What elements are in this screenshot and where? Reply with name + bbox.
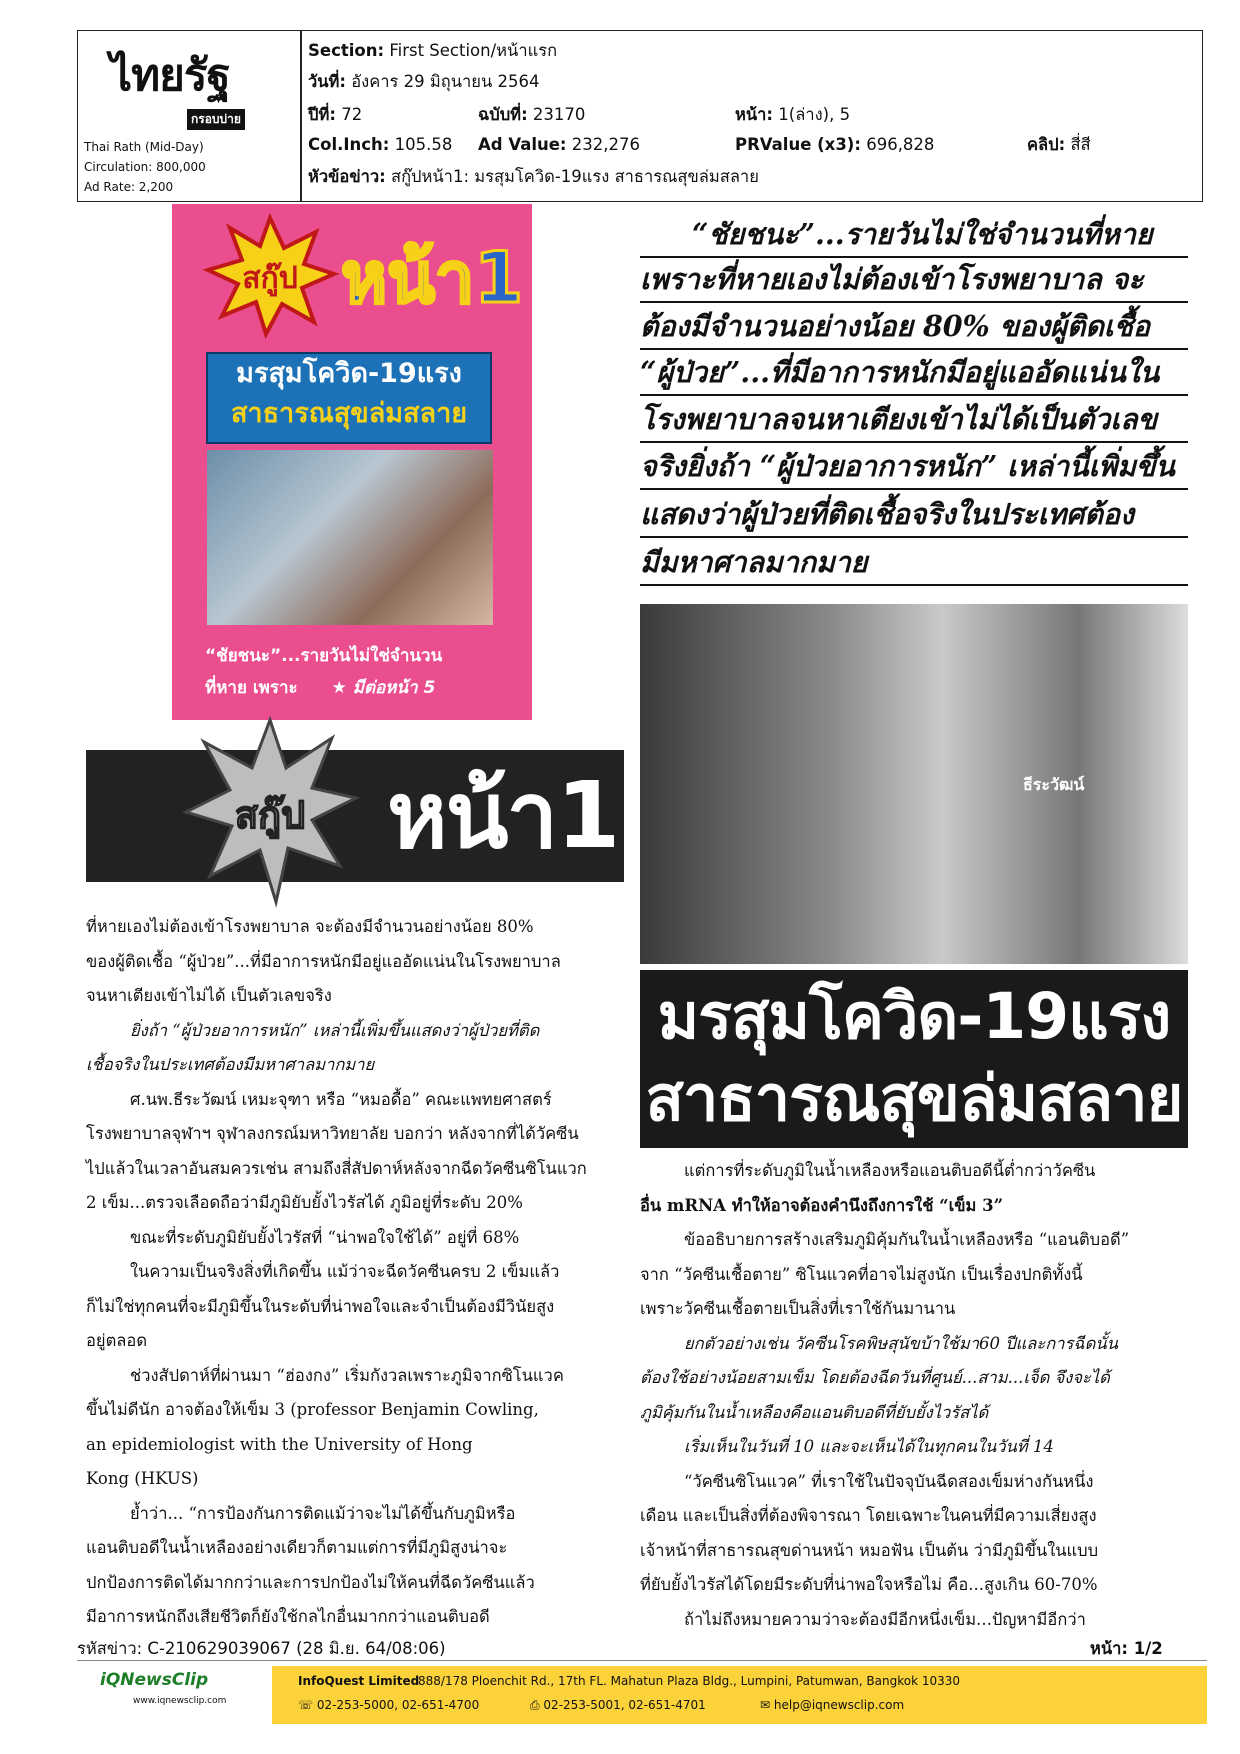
news-id: รหัสข่าว: C-210629039067 (28 มิ.ย. 64/08:06) bbox=[77, 1639, 446, 1658]
body-line: ขึ้นไม่ดีนัก อาจต้องให้เข็ม 3 (professor Benjamin Cowling, bbox=[86, 1400, 539, 1419]
advalue-field: Ad Value: 232,276 bbox=[478, 135, 641, 154]
photo-caption: ธีระวัฒน์ bbox=[1023, 775, 1085, 794]
body-line: ย้ำว่า... “การป้องกันการติดแม้ว่าจะไม่ได้ขึ้นกับภูมิหรือ bbox=[130, 1503, 516, 1523]
body-line: แต่การที่ระดับภูมิในน้ำเหลืองหรือแอนติบอดีนี้ต่ำกว่าวัคซีน bbox=[684, 1161, 1096, 1180]
body-line: “วัคซีนซิโนแวค” ที่เราใช้ในปัจจุบันฉีดสองเข็มห่างกันหนึ่ง bbox=[684, 1471, 1094, 1491]
body-line: ยกตัวอย่างเช่น วัคซีนโรคพิษสุนัขบ้าใช้มา60 ปีและการฉีดนั้น bbox=[684, 1333, 1118, 1353]
deck-underline bbox=[640, 584, 1188, 586]
body-line: จนหาเตียงเข้าไม่ได้ เป็นตัวเลขจริง bbox=[86, 986, 332, 1005]
right-body-column bbox=[640, 1154, 1129, 1637]
body-line: จาก “วัคซีนเชื้อตาย” ซิโนแวคที่อาจไม่สูงนัก เป็นเรื่องปกติทั้งนี้ bbox=[640, 1264, 1083, 1284]
company-address: 888/178 Ploenchit Rd., 17th FL. Mahatun Plaza Bldg., Lumpini, Patumwan, Bangkok 10330 bbox=[418, 1674, 961, 1688]
email-field: ✉ help@iqnewsclip.com bbox=[760, 1698, 905, 1712]
colinch-field: Col.Inch: 105.58 bbox=[308, 135, 453, 154]
issue-field: ฉบับที่: 23170 bbox=[478, 105, 586, 124]
headline-line1: มรสุมโควิด-19แรง bbox=[657, 980, 1171, 1053]
body-line: เจ้าหน้าที่สาธารณสุขด่านหน้า หมอฟัน เป็นต้น ว่ามีภูมิขึ้นในแบบ bbox=[640, 1540, 1099, 1560]
subject-field: หัวข้อข่าว: สกู๊ปหน้า1: มรสุมโควิด-19แรง สาธารณสุขล่มสลาย bbox=[308, 167, 759, 186]
deck-underline bbox=[640, 394, 1188, 396]
teaser-title-line2: สาธารณสุขล่มสลาย bbox=[230, 398, 468, 429]
headline-line2: สาธารณสุขล่มสลาย bbox=[645, 1062, 1183, 1135]
body-line: เชื้อจริงในประเทศต้องมีมหาศาลมากมาย bbox=[86, 1055, 375, 1074]
body-line: ที่หายเองไม่ต้องเข้าโรงพยาบาล จะต้องมีจำนวนอย่างน้อย 80% bbox=[86, 917, 534, 936]
footer-rule bbox=[77, 1660, 1207, 1661]
deck-underline bbox=[640, 256, 1188, 258]
body-line: ขณะที่ระดับภูมิยับยั้งไวรัสที่ “น่าพอใจใช้ได้” อยู่ที่ 68% bbox=[130, 1227, 520, 1247]
teaser-title-art bbox=[200, 210, 524, 340]
body-line: ของผู้ติดเชื้อ “ผู้ป่วย”...ที่มีอาการหนักมีอยู่แออัดแน่นในโรงพยาบาล bbox=[86, 951, 561, 971]
teaser-brand-big: หน้า1 bbox=[340, 237, 524, 319]
year-field: ปีที่: 72 bbox=[308, 105, 363, 124]
teaser-brand-small: สกู๊ป bbox=[242, 261, 298, 296]
body-line: ปกป้องการติดได้มากกว่าและการปกป้องไม่ให้คนที่ฉีดวัคซีนแล้ว bbox=[86, 1572, 535, 1592]
phone-icon: ☏ bbox=[298, 1698, 317, 1712]
body-line: มีอาการหนักถึงเสียชีวิตก็ยังใช้กลไกอื่นมากกว่าแอนติบอดี bbox=[86, 1607, 490, 1626]
body-line: โรงพยาบาลจุฬาฯ จุฬาลงกรณ์มหาวิทยาลัย บอกว่า หลังจากที่ได้วัคซีน bbox=[86, 1124, 579, 1143]
deck-line: โรงพยาบาลจนหาเตียงเข้าไม่ได้เป็นตัวเลข bbox=[640, 402, 1158, 436]
body-line: ศ.นพ.ธีระวัฒน์ เหมะจุฑา หรือ “หมอดื้อ” คณะแพทยศาสตร์ bbox=[130, 1089, 552, 1109]
teaser-title-line1: มรสุมโควิด-19แรง bbox=[236, 358, 462, 389]
edition-label: กรอบบ่าย bbox=[187, 109, 245, 130]
body-line: 2 เข็ม...ตรวจเลือดถือว่ามีภูมิยับยั้งไวรัสได้ ภูมิอยู่ที่ระดับ 20% bbox=[86, 1193, 523, 1212]
page-field: หน้า: 1(ล่าง), 5 bbox=[735, 105, 851, 124]
email-icon: ✉ bbox=[760, 1698, 774, 1712]
body-line: ภูมิคุ้มกันในน้ำเหลืองคือแอนติบอดีที่ยับยั้งไวรัสได้ bbox=[640, 1402, 989, 1422]
banner-big-text: หน้า1 bbox=[387, 762, 619, 869]
body-line: ยิ่งถ้า “ผู้ป่วยอาการหนัก” เหล่านี้เพิ่มขึ้นแสดงว่าผู้ป่วยที่ติด bbox=[130, 1020, 540, 1040]
body-line: ที่ยับยั้งไวรัสได้โดยมีระดับที่น่าพอใจหรือไม่ คือ...สูงเกิน 60-70% bbox=[640, 1575, 1098, 1594]
body-line: ข้ออธิบายการสร้างเสริมภูมิคุ้มกันในน้ำเหลืองหรือ “แอนติบอดี” bbox=[684, 1230, 1130, 1249]
deck-line: จริงยิ่งถ้า “ผู้ป่วยอาการหนัก” เหล่านี้เพิ่มขึ้น bbox=[640, 449, 1175, 483]
deck-underline bbox=[640, 536, 1188, 538]
deck-underline bbox=[640, 488, 1188, 490]
body-line: ในความเป็นจริงสิ่งที่เกิดขึ้น แม้ว่าจะฉีดวัคซีนครบ 2 เข็มแล้ว bbox=[130, 1262, 560, 1281]
body-line: เริ่มเห็นในวันที่ 10 และจะเห็นได้ในทุกคนในวันที่ 14 bbox=[684, 1437, 1054, 1456]
body-line: อื่น mRNA ทำให้อาจต้องคำนึงถึงการใช้ “เข็ม 3” bbox=[640, 1195, 1004, 1215]
body-line: an epidemiologist with the University of Hong bbox=[86, 1434, 473, 1454]
body-line: เพราะวัคซีนเชื้อตายเป็นสิ่งที่เราใช้กันมานาน bbox=[640, 1299, 956, 1318]
clip-field: คลิป: สี่สี bbox=[1027, 135, 1091, 154]
company-name: InfoQuest Limited bbox=[298, 1674, 420, 1688]
ad-rate: Ad Rate: 2,200 bbox=[84, 180, 174, 194]
header-divider bbox=[300, 30, 302, 202]
teaser-text-line2: ที่หาย เพราะ bbox=[205, 678, 298, 698]
brand-logo: iQNewsClip bbox=[100, 1670, 209, 1690]
banner-small-text: สกู๊ป bbox=[234, 793, 306, 837]
circulation: Circulation: 800,000 bbox=[84, 160, 206, 174]
body-line: ไปแล้วในเวลาอันสมควรเช่น สามถึงสี่สัปดาห์หลังจากฉีดวัคซีนซิโนแวก bbox=[86, 1158, 587, 1178]
body-line: ต้องใช้อย่างน้อยสามเข็ม โดยต้องฉีดวันที่ศูนย์...สาม...เจ็ด จึงจะได้ bbox=[640, 1368, 1110, 1387]
teaser-photo bbox=[207, 450, 493, 625]
deck-underline bbox=[640, 301, 1188, 303]
feature-photo bbox=[640, 604, 1188, 964]
fax-icon: ⎙ bbox=[530, 1698, 544, 1712]
date-field: วันที่: อังคาร 29 มิถุนายน 2564 bbox=[308, 72, 540, 91]
deck-line: เพราะที่หายเองไม่ต้องเข้าโรงพยาบาล จะ bbox=[640, 262, 1144, 296]
brand-url: www.iqnewsclip.com bbox=[133, 1696, 227, 1706]
phone-field: ☏ 02-253-5000, 02-651-4700 bbox=[298, 1698, 480, 1712]
fax-field: ⎙ 02-253-5001, 02-651-4701 bbox=[530, 1698, 706, 1712]
deck-line: แสดงว่าผู้ป่วยที่ติดเชื้อจริงในประเทศต้อง bbox=[640, 497, 1134, 531]
publication-name: Thai Rath (Mid-Day) bbox=[84, 140, 204, 154]
deck-underline bbox=[640, 441, 1188, 443]
page-number: หน้า: 1/2 bbox=[1090, 1639, 1163, 1658]
body-line: แอนติบอดีในน้ำเหลืองอย่างเดียวก็ตามแต่การที่มีภูมิสูงน่าจะ bbox=[86, 1538, 508, 1557]
body-line: เดือน และเป็นสิ่งที่ต้องพิจารณา โดยเฉพาะในคนที่มีความเสี่ยงสูง bbox=[640, 1506, 1097, 1525]
deck-underline bbox=[640, 348, 1188, 350]
deck-line: มีมหาศาลมากมาย bbox=[640, 545, 868, 579]
deck-line: “ผู้ป่วย”...ที่มีอาการหนักมีอยู่แออัดแน่นใน bbox=[640, 355, 1160, 389]
prvalue-field: PRValue (x3): 696,828 bbox=[735, 135, 935, 154]
body-line: Kong (HKUS) bbox=[86, 1469, 199, 1488]
section-field: Section: First Section/หน้าแรก bbox=[308, 41, 558, 60]
publication-logo: ไทยรัฐ bbox=[110, 50, 230, 101]
teaser-text-line1: “ชัยชนะ”...รายวันไม่ใช่จำนวน bbox=[205, 646, 443, 666]
body-line: ช่วงสัปดาห์ที่ผ่านมา “ฮ่องกง” เริ่มกังวลเพราะภูมิจากซิโนแวค bbox=[130, 1365, 564, 1385]
body-line: ถ้าไม่ถึงหมายความว่าจะต้องมีอีกหนึ่งเข็ม...ปัญหามีอีกว่า bbox=[684, 1609, 1086, 1629]
deck-line: ต้องมีจำนวนอย่างน้อย 80% ของผู้ติดเชื้อ bbox=[640, 309, 1151, 343]
main-headline bbox=[640, 970, 1188, 1148]
banner-star-icon bbox=[180, 716, 360, 906]
teaser-continued: ★ มีต่อหน้า 5 bbox=[331, 678, 436, 698]
left-body-column bbox=[86, 910, 587, 1635]
deck-line: “ชัยชนะ”...รายวันไม่ใช่จำนวนที่หาย bbox=[692, 217, 1153, 251]
teaser-text bbox=[205, 640, 505, 704]
teaser-title-card bbox=[206, 352, 492, 444]
body-line: ก็ไม่ใช่ทุกคนที่จะมีภูมิขึ้นในระดับที่น่าพอใจและจำเป็นต้องมีวินัยสูง bbox=[86, 1296, 555, 1316]
body-line: อยู่ตลอด bbox=[86, 1331, 148, 1350]
